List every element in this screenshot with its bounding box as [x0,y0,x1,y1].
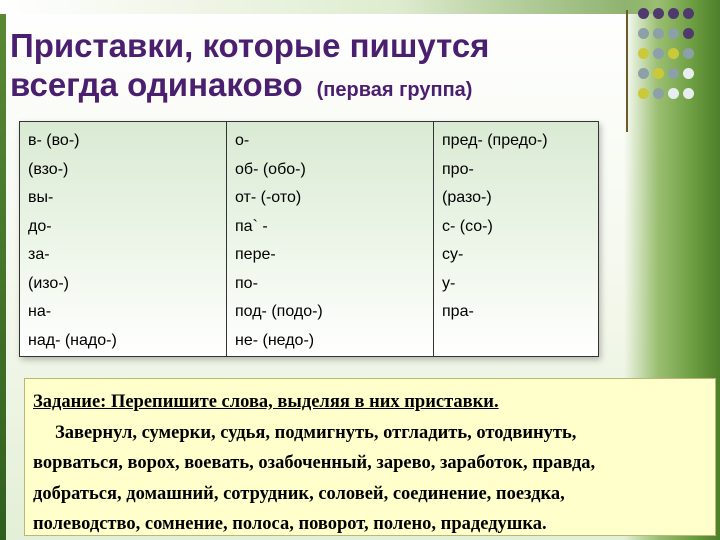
title-line-1: Приставки, которые пишутся [10,27,490,64]
prefix-item: с- (со-) [442,217,493,235]
top-decorative-strip [0,0,720,14]
decorative-dot [638,28,649,39]
prefix-item: по- [235,274,258,292]
decorative-dot [638,48,649,59]
prefix-item: в- (во-) [28,132,80,149]
title-line-2 [10,65,610,110]
prefix-item: пред- (предо-) [442,132,548,149]
prefix-column-2 [227,122,434,357]
prefix-item: на- [28,303,52,320]
prefix-item: за- [28,246,50,263]
decorative-dot [683,48,694,59]
decorative-dot [668,28,679,39]
decorative-dot [683,8,694,19]
prefix-item: пере- [235,246,276,263]
prefix-column-3 [434,122,599,357]
prefix-item: (разо-) [442,189,492,206]
prefix-item: (изо-) [28,274,69,292]
prefix-item: су- [442,246,464,263]
decorative-dot [653,48,664,59]
title-subtitle: (первая группа) [316,79,473,101]
decorative-dot [653,28,664,39]
prefix-column-1 [20,122,227,357]
prefix-item: у- [442,274,456,292]
task-word-line: полеводство, сомнение, полоса, поворот, полено, прадедушка. [33,514,547,534]
prefix-item: вы- [28,189,54,206]
prefix-item: (взо-) [28,160,69,178]
decorative-vertical-line [626,10,628,132]
decorative-dot [638,8,649,19]
decorative-dot [653,88,664,99]
decorative-dot [638,88,649,99]
decorative-dot [668,68,679,79]
task-word-line: Завернул, сумерки, судья, подмигнуть, отгладить, отодвинуть, [55,422,577,443]
decorative-dot [668,88,679,99]
decorative-dot [653,68,664,79]
decorative-dot [668,8,679,19]
table-row [20,122,599,357]
prefix-item: о- [235,132,250,149]
prefix-item: над- (надо-) [28,331,117,349]
decorative-dot [638,68,649,79]
prefix-item: па` - [235,217,268,235]
decorative-dot-grid [638,8,718,108]
decorative-dot [683,68,694,79]
title-line-2-text: всегда одинаково [10,66,303,103]
decorative-dot [653,8,664,19]
prefix-item: пра- [442,303,474,320]
decorative-dot [683,28,694,39]
slide-title [10,26,610,110]
prefix-item: от- (-ото) [235,189,302,206]
prefix-item: об- (обо-) [235,160,306,178]
task-word-line: добраться, домашний, сотрудник, соловей, соединение, поездка, [33,483,565,504]
task-word-line: ворваться, ворох, воевать, озабоченный, зарево, заработок, правда, [33,453,596,473]
prefix-item: под- (подо-) [235,303,323,320]
left-accent-bar [0,0,6,540]
prefix-item: про- [442,160,474,178]
decorative-dot [668,48,679,59]
decorative-dot [683,88,694,99]
task-box [24,378,716,536]
prefix-item: до- [28,217,52,235]
prefix-table [19,121,599,357]
task-heading: Задание: Перепишите слова, выделяя в них приставки. [33,392,499,412]
prefix-item: не- (недо-) [235,331,315,349]
